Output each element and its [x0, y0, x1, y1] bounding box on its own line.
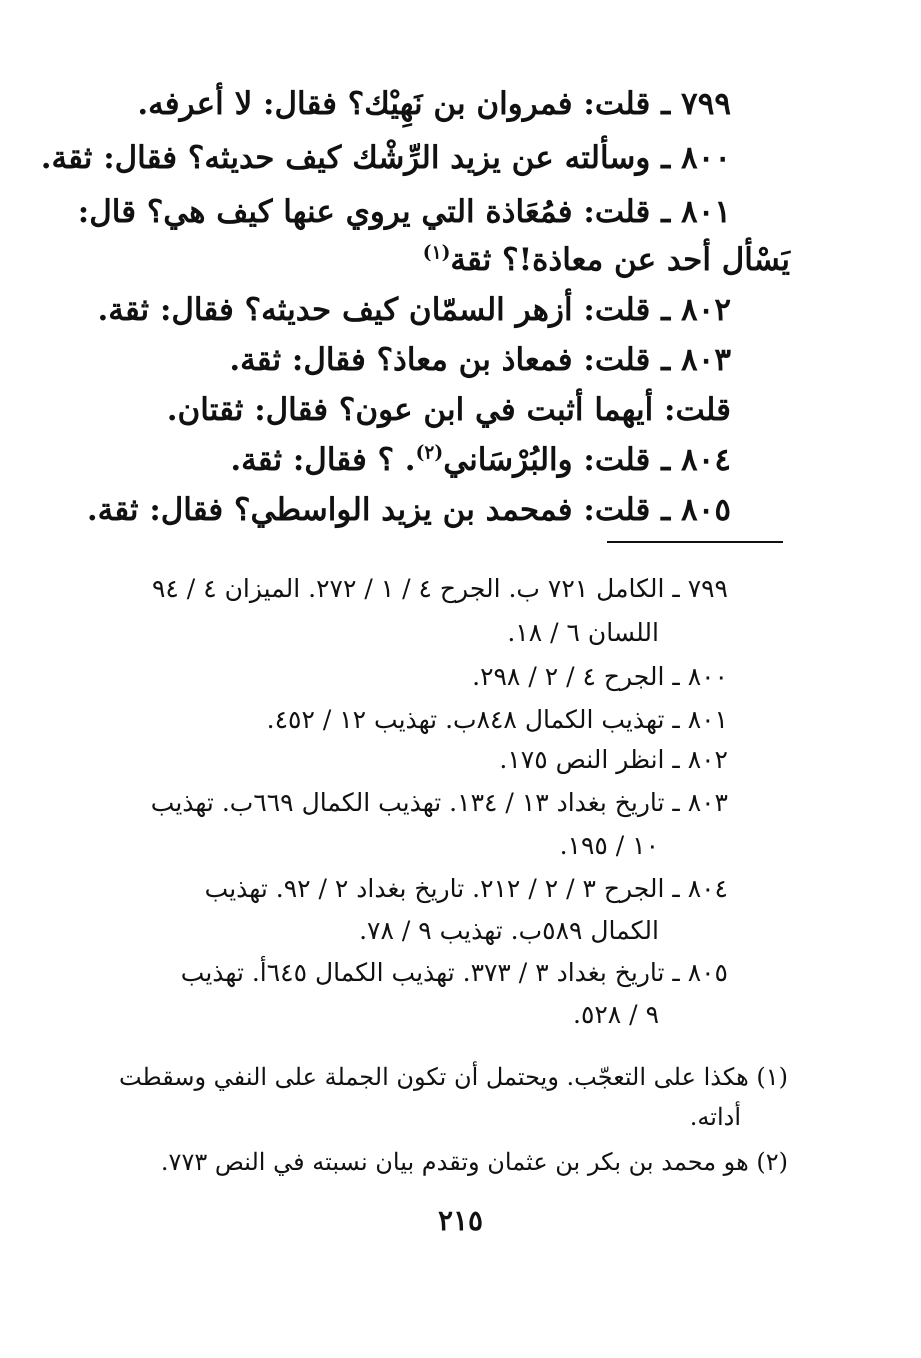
ref-803: ٨٠٣ ـ تاريخ بغداد ١٣ / ١٣٤. تهذيب الكمال ٦٦٩ب. تهذيب — [150, 788, 728, 817]
entry-803-sub: قلت: أيهما أثبت في ابن عون؟ فقال: ثقتان. — [166, 392, 731, 428]
ref-800: ٨٠٠ ـ الجرح ٤ / ٢ / ٢٩٨. — [472, 662, 728, 691]
ref-799: ٧٩٩ ـ الكامل ٧٢١ ب. الجرح ٤ / ١ / ٢٧٢. الميزان ٤ / ٩٤ — [152, 574, 728, 603]
ref-804-cont: الكمال ٥٨٩ب. تهذيب ٩ / ٧٨. — [359, 916, 659, 945]
footnote-divider — [607, 541, 783, 543]
ref-803-cont: ١٠ / ١٩٥. — [559, 831, 659, 860]
footnote-mark-2: (٢) — [415, 442, 444, 464]
entry-801-continuation — [423, 240, 790, 280]
entry-804 — [230, 440, 731, 480]
entry-804-text: ٨٠٤ ـ قلت: والبُرْسَاني — [443, 442, 731, 478]
footnote-1: (١) هكذا على التعجّب. ويحتمل أن تكون الجملة على النفي وسقطت — [118, 1063, 788, 1091]
ref-805-cont: ٩ / ٥٢٨. — [572, 1000, 659, 1029]
footnote-mark-1: (١) — [422, 242, 451, 264]
footnote-2: (٢) هو محمد بن بكر بن عثمان وتقدم بيان نسبته في النص ٧٧٣. — [160, 1148, 788, 1176]
entry-801: ٨٠١ ـ قلت: فمُعَاذة التي يروي عنها كيف هي؟ قال: — [77, 194, 731, 230]
entry-800: ٨٠٠ ـ وسألته عن يزيد الرِّشْك كيف حديثه؟ فقال: ثقة. — [40, 140, 731, 176]
entry-804-text-end: . ؟ فقال: ثقة. — [230, 442, 416, 478]
entry-799: ٧٩٩ ـ قلت: فمروان بن نَهِيْك؟ فقال: لا أعرفه. — [137, 86, 731, 122]
entry-801-continuation-text: يَسْأل أحد عن معاذة!؟ ثقة — [450, 242, 790, 278]
ref-805: ٨٠٥ ـ تاريخ بغداد ٣ / ٣٧٣. تهذيب الكمال ٦٤٥أ. تهذيب — [180, 958, 728, 987]
ref-804: ٨٠٤ ـ الجرح ٣ / ٢ / ٢١٢. تاريخ بغداد ٢ / ٩٢. تهذيب — [204, 874, 728, 903]
ref-799-cont: اللسان ٦ / ١٨. — [507, 618, 659, 647]
page-number: ٢١٥ — [437, 1204, 484, 1237]
footnote-1-cont: أداته. — [689, 1103, 741, 1131]
ref-801: ٨٠١ ـ تهذيب الكمال ٨٤٨ب. تهذيب ١٢ / ٤٥٢. — [266, 705, 728, 734]
ref-802: ٨٠٢ ـ انظر النص ١٧٥. — [499, 745, 728, 774]
entry-802: ٨٠٢ ـ قلت: أزهر السمّان كيف حديثه؟ فقال: ثقة. — [97, 292, 731, 328]
entry-803: ٨٠٣ ـ قلت: فمعاذ بن معاذ؟ فقال: ثقة. — [229, 342, 731, 378]
entry-805: ٨٠٥ ـ قلت: فمحمد بن يزيد الواسطي؟ فقال: ثقة. — [86, 492, 731, 528]
